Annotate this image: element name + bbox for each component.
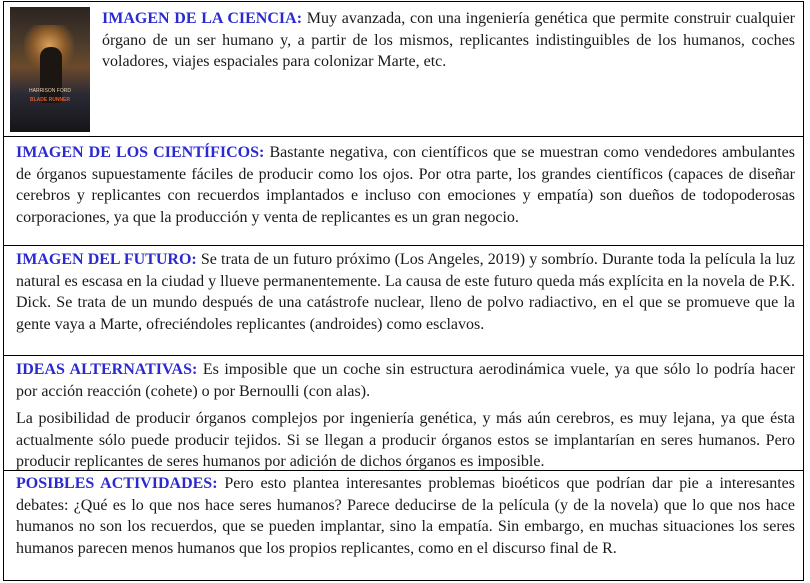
row-text	[16, 473, 795, 559]
section-body: Pero esto plantea interesantes problemas bioéticos que podrían dar pie a interesantes debates: ¿Qué es lo que nos hace seres humanos? Parece deducirse de la película (y de la novela) que lo que nos hace humanos no son los recuerdos, que se pueden implantar, sino la empatía. Sin embargo, en muchas situaciones los seres humanos parecen menos humanos que los propios replicantes, como en el discurso final de R.	[16, 475, 796, 557]
row-imagen-ciencia	[3, 1, 804, 137]
row-text	[16, 249, 795, 335]
section-heading: IDEAS ALTERNATIVAS:	[16, 361, 198, 378]
row-imagen-futuro	[3, 246, 804, 356]
section-heading: IMAGEN DEL FUTURO:	[16, 251, 197, 268]
poster-actor-name: HARRISON FORD	[29, 87, 71, 94]
section-body: Muy avanzada, con una ingeniería genética que permite construir cualquier órgano de un ser humano y, a partir de los mismos, replicantes indistinguibles de los humanos, coches voladores, viajes espaciales para colonizar Marte, etc.	[102, 10, 796, 70]
section-heading: IMAGEN DE LOS CIENTÍFICOS:	[16, 144, 265, 161]
poster-movie-title: BLADE RUNNER	[30, 96, 70, 103]
section-body: Bastante negativa, con científicos que se muestran como vendedores ambulantes de órganos supuestamente fáciles de producir como los ojos. Por otra parte, los grandes científicos (capaces de diseñar cerebros y replicantes con recuerdos implantados e incluso con emociones y empatía) son dueños de todopoderosas corporaciones, ya que la producción y venta de replicantes es un gran negocio.	[16, 144, 796, 226]
row-text	[16, 142, 795, 228]
row-text	[102, 8, 795, 73]
section-body-second-paragraph: La posibilidad de producir órganos complejos por ingeniería genética, y más aún cerebros, es muy lejana, ya que ésta actualmente sólo puede producir tejidos. Si se llegan a producir órganos estos se implantarían en seres humanos. Pero producir replicantes de seres humanos por adición de dichos órganos es imposible.	[16, 410, 795, 470]
row-imagen-cientificos	[3, 137, 804, 246]
film-analysis-table	[3, 1, 804, 581]
row-posibles-actividades	[3, 471, 804, 581]
movie-poster-image	[10, 7, 90, 132]
row-ideas-alternativas	[3, 356, 804, 471]
section-body: Es imposible que un coche sin estructura aerodinámica vuele, ya que sólo lo podría hacer por acción reacción (cohete) o por Bernoulli (con alas).	[16, 361, 796, 400]
section-heading: POSIBLES ACTIVIDADES:	[16, 475, 218, 492]
row-text	[16, 359, 795, 402]
section-body: Se trata de un futuro próximo (Los Angeles, 2019) y sombrío. Durante toda la película la luz natural es escasa en la ciudad y llueve permanentemente. La causa de este futuro queda más explícita en la novela de P.K. Dick. Se trata de un mundo después de una catástrofe nuclear, lleno de polvo radiactivo, en el que se promueve que la gente vaya a Marte, ofreciéndoles replicantes (androides) como esclavos.	[16, 251, 796, 333]
section-heading: IMAGEN DE LA CIENCIA:	[102, 10, 303, 27]
